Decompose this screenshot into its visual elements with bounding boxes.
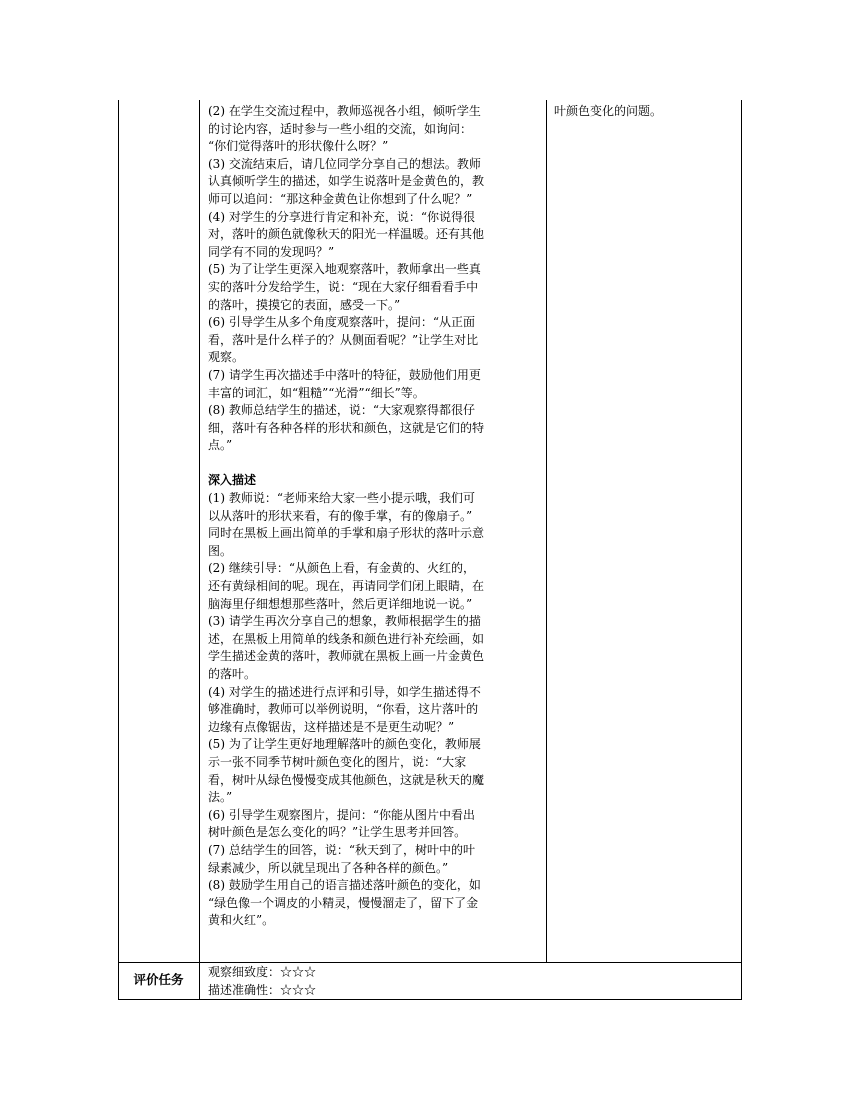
design-intent-cell	[554, 103, 736, 121]
process-line: 黄和火红”。	[208, 913, 275, 928]
process-line: 细，落叶有各种各样的形状和颜色，这就是它们的特	[208, 420, 485, 435]
process-line: (8) 教师总结学生的描述，说：“大家观察得都很仔	[208, 403, 475, 418]
process-line: 学生描述金黄的落叶，教师就在黑板上画一片金黄色	[208, 649, 485, 664]
process-line: 边缘有点像锯齿，这样描述是不是更生动呢？”	[208, 719, 455, 734]
section-heading: 深入描述	[208, 473, 257, 488]
evaluation-task-label-text: 评价任务	[133, 972, 184, 987]
table-row-divider	[118, 962, 742, 963]
process-line: (3) 请学生再次分享自己的想象，教师根据学生的描	[208, 614, 481, 629]
process-line: 师可以追问：“那这种金黄色让你想到了什么呢？”	[208, 191, 473, 206]
process-line: (2) 在学生交流过程中，教师巡视各小组，倾听学生	[208, 104, 481, 118]
process-line: (2) 继续引导：“从颜色上看，有金黄的、火红的，	[208, 561, 475, 576]
process-line: 的落叶。	[208, 667, 257, 681]
process-line: 树叶颜色是怎么变化的吗？”让学生思考并回答。	[208, 825, 467, 840]
process-line: 点。”	[208, 438, 233, 453]
process-line: 同时在黑板上画出简单的手掌和扇子形状的落叶示意	[208, 526, 485, 541]
lesson-plan-table	[118, 100, 742, 1000]
table-border-left	[118, 100, 119, 1000]
process-line: (4) 对学生的分享进行肯定和补充，说：“你说得很	[208, 209, 475, 224]
process-line: 实的落叶分发给学生，说：“现在大家仔细看看手中	[208, 279, 479, 294]
table-divider-2	[546, 100, 547, 962]
process-line: 的讨论内容，适时参与一些小组的交流，如询问：	[208, 121, 473, 136]
process-line: (7) 请学生再次描述手中落叶的特征，鼓励他们用更	[208, 367, 481, 382]
process-line: 示一张不同季节树叶颜色变化的图片，说：“大家	[208, 754, 467, 769]
process-steps-part1	[208, 103, 542, 455]
criterion-observation: 观察细致度：☆☆☆	[208, 965, 317, 979]
table-border-right	[741, 100, 742, 1000]
table-divider-1	[199, 100, 200, 1000]
design-intent-text: 叶颜色变化的问题。	[554, 104, 663, 118]
process-line: 以从落叶的形状来看，有的像手掌，有的像扇子。”	[208, 508, 473, 523]
process-line: 观察。	[208, 350, 245, 365]
process-line: (6) 引导学生观察图片，提问：“你能从图片中看出	[208, 807, 475, 822]
process-line: 够准确时，教师可以举例说明，“你看，这片落叶的	[208, 702, 479, 717]
process-line: (6) 引导学生从多个角度观察落叶，提问：“从正面	[208, 315, 475, 330]
process-line: (8) 鼓励学生用自己的语言描述落叶颜色的变化，如	[208, 878, 481, 893]
process-line: 对，落叶的颜色就像秋天的阳光一样温暖。还有其他	[208, 227, 485, 242]
process-line: 还有黄绿相间的呢。现在，再请同学们闭上眼睛，在	[208, 579, 485, 594]
process-line: (4) 对学生的描述进行点评和引导，如学生描述得不	[208, 684, 481, 699]
evaluation-criteria-cell	[208, 964, 728, 999]
process-line: 法。”	[208, 790, 233, 805]
process-line: 看，落叶是什么样子的？从侧面看呢？”让学生对比	[208, 332, 479, 347]
process-line: (7) 总结学生的回答，说：“秋天到了，树叶中的叶	[208, 842, 475, 857]
process-line: 同学有不同的发现吗？”	[208, 244, 335, 259]
process-line: 绿素减少，所以就呈现出了各种各样的颜色。”	[208, 860, 449, 875]
process-line: 认真倾听学生的描述，如学生说落叶是金黄色的，教	[208, 174, 485, 189]
process-line: “绿色像一个调皮的小精灵，慢慢溜走了，留下了金	[208, 895, 479, 910]
process-line: (3) 交流结束后，请几位同学分享自己的想法。教师	[208, 156, 481, 171]
process-line: (1) 教师说：“老师来给大家一些小提示哦，我们可	[208, 491, 475, 506]
process-line: 丰富的词汇，如“粗糙”“光滑”“细长”等。	[208, 385, 425, 400]
evaluation-task-label	[118, 971, 199, 989]
process-line: 的落叶，摸摸它的表面，感受一下。”	[208, 297, 401, 312]
teaching-process-cell	[208, 103, 542, 930]
process-line: 述，在黑板上用简单的线条和颜色进行补充绘画，如	[208, 631, 485, 646]
criterion-accuracy: 描述准确性：☆☆☆	[208, 982, 317, 997]
process-line: 脑海里仔细想想那些落叶，然后更详细地说一说。”	[208, 596, 473, 611]
process-line: (5) 为了让学生更好地理解落叶的颜色变化，教师展	[208, 737, 481, 752]
process-line: 看，树叶从绿色慢慢变成其他颜色，这就是秋天的魔	[208, 772, 485, 787]
process-steps-part2	[208, 490, 542, 930]
process-line: 图。	[208, 543, 233, 558]
process-line: (5) 为了让学生更深入地观察落叶，教师拿出一些真	[208, 262, 481, 277]
process-line: “你们觉得落叶的形状像什么呀？”	[208, 139, 389, 154]
